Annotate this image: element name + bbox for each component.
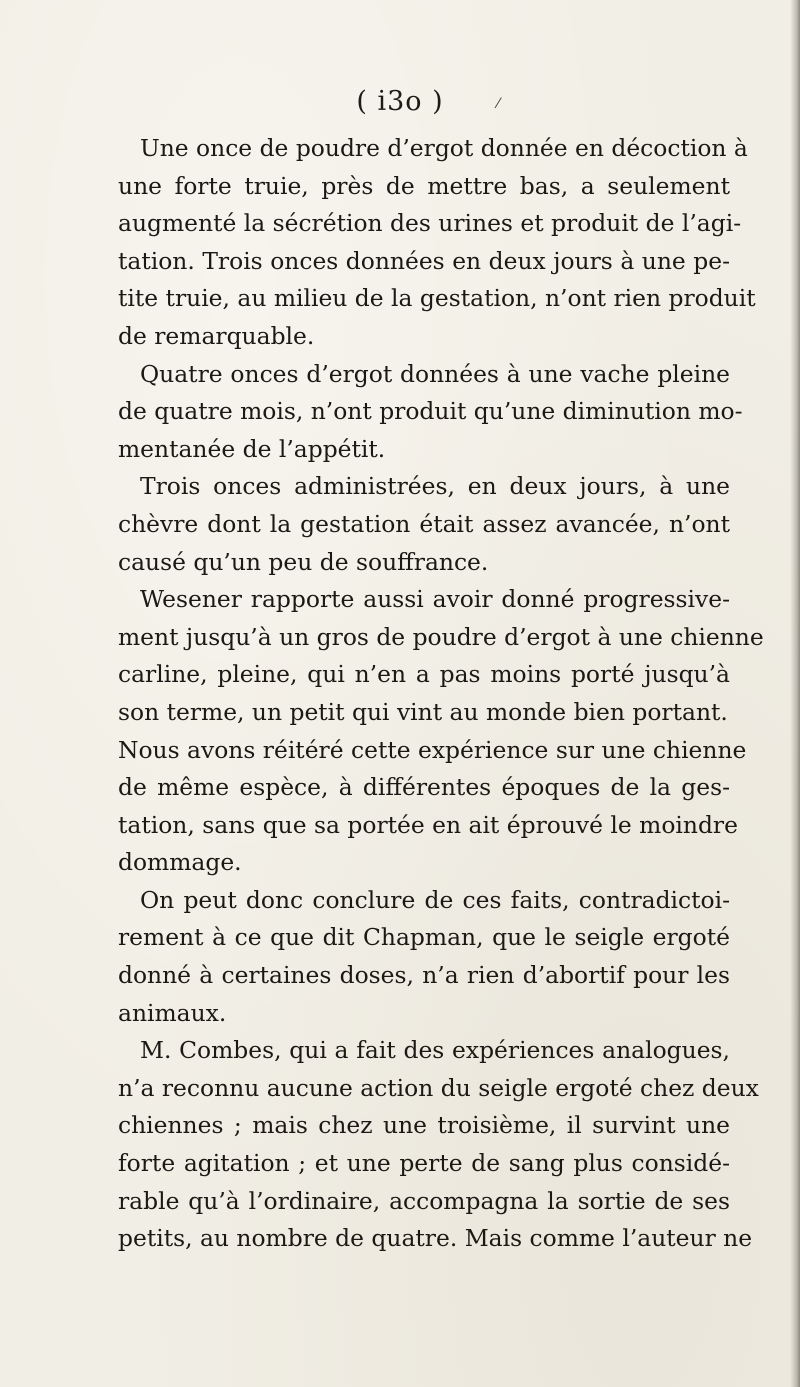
text-line: ment jusqu’à un gros de poudre d’ergot à une chienne (118, 622, 764, 651)
page-number-header: ( i3o ) (356, 86, 444, 117)
text-line: animaux. (118, 998, 227, 1027)
text-line: causé qu’un peu de souffrance. (118, 547, 489, 576)
page-edge-shadow (790, 0, 800, 1387)
text-line: Trois onces administrées, en deux jours, à une (140, 472, 730, 501)
text-line: chiennes ; mais chez une troisième, il survint une (118, 1111, 730, 1140)
text-line: M. Combes, qui a fait des expériences analogues, (140, 1036, 730, 1065)
text-line: carline, pleine, qui n’en a pas moins porté jusqu’à (118, 660, 730, 689)
text-line: augmenté la sécrétion des urines et produit de l’agi- (118, 209, 742, 238)
text-line: forte agitation ; et une perte de sang plus considé- (118, 1149, 730, 1178)
text-line: mentanée de l’appétit. (118, 434, 386, 463)
text-line: tation, sans que sa portée en ait éprouvé le moindre (118, 810, 738, 839)
page-body-text (118, 130, 764, 1258)
text-line: donné à certaines doses, n’a rien d’abortif pour les (118, 961, 730, 990)
stray-mark: ⁄ (497, 96, 500, 112)
text-line: Nous avons réitéré cette expérience sur une chienne (118, 735, 747, 764)
text-line: On peut donc conclure de ces faits, contradictoi- (140, 885, 730, 914)
text-line: rement à ce que dit Chapman, que le seigle ergoté (118, 923, 730, 952)
text-line: Quatre onces d’ergot données à une vache pleine (140, 359, 730, 388)
text-line: tation. Trois onces données en deux jours à une pe- (118, 246, 730, 275)
text-line: Wesener rapporte aussi avoir donné progressive- (140, 585, 730, 614)
text-line: Une once de poudre d’ergot donnée en décoction à (140, 134, 748, 162)
text-line: de même espèce, à différentes époques de la ges- (118, 773, 730, 802)
text-line: petits, au nombre de quatre. Mais comme l’auteur ne (118, 1224, 753, 1253)
text-line: rable qu’à l’ordinaire, accompagna la sortie de ses (118, 1186, 730, 1215)
text-line: chèvre dont la gestation était assez avancée, n’ont (118, 509, 730, 538)
text-line: une forte truie, près de mettre bas, a seulement (118, 171, 730, 200)
text-line: dommage. (118, 848, 242, 877)
text-line: son terme, un petit qui vint au monde bien portant. (118, 697, 728, 726)
text-line: de remarquable. (118, 321, 315, 350)
text-line: de quatre mois, n’ont produit qu’une diminution mo- (118, 397, 743, 426)
text-line: n’a reconnu aucune action du seigle ergoté chez deux (118, 1073, 759, 1102)
text-line: tite truie, au milieu de la gestation, n’ont rien produit (118, 284, 756, 313)
